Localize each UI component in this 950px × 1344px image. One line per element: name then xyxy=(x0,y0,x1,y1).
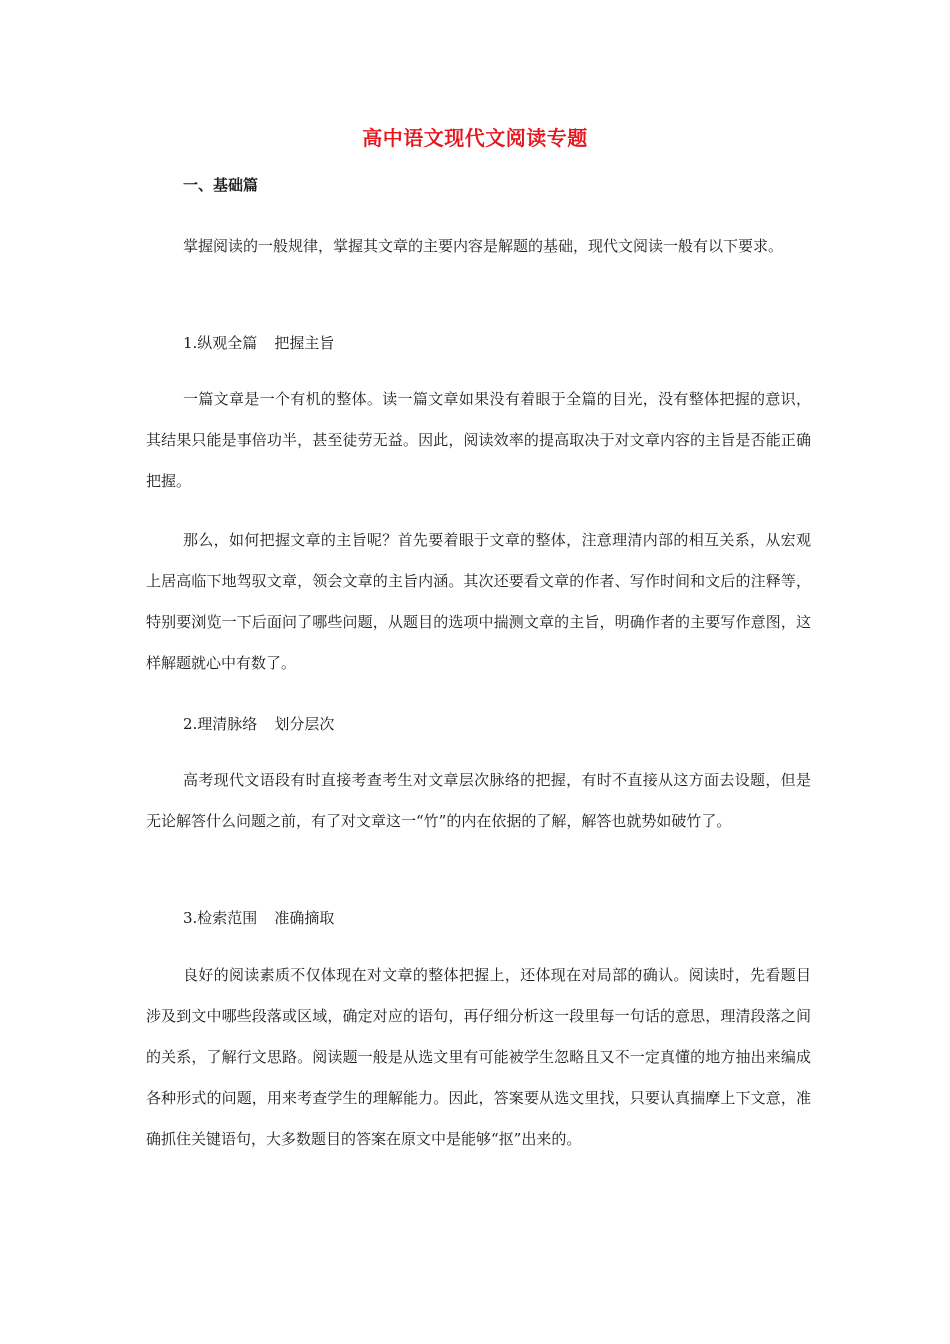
item-2-heading-part-b: 划分层次 xyxy=(274,715,335,733)
section-title: 一、基础篇 xyxy=(183,176,259,194)
item-1-heading-part-a: 1.纵观全篇 xyxy=(183,334,258,352)
item-1-paragraph-1: 一篇文章是一个有机的整体。读一篇文章如果没有着眼于全篇的目光，没有整体把握的意识，其结果只能是事倍功半，甚至徒劳无益。因此，阅读效率的提高取决于对文章内容的主旨是否能正确把握。 xyxy=(146,390,811,490)
item-2-heading-part-a: 2.理清脉络 xyxy=(183,715,258,733)
item-3-heading-part-b: 准确摘取 xyxy=(274,909,335,927)
intro-paragraph: 掌握阅读的一般规律，掌握其文章的主要内容是解题的基础，现代文阅读一般有以下要求。 xyxy=(183,237,784,255)
item-3-paragraph-1: 良好的阅读素质不仅体现在对文章的整体把握上，还体现在对局部的确认。阅读时，先看题目涉及到文中哪些段落或区域，确定对应的语句，再仔细分析这一段里每一句话的意思，理清段落之间的关系，了解行文思路。阅读题一般是从选文里有可能被学生忽略且又不一定真懂的地方抽出来编成各种形式的问题，用来考查学生的理解能力。因此，答案要从选文里找，只要认真揣摩上下文意，准确抓住关键语句，大多数题目的答案在原文中是能够“抠”出来的。 xyxy=(146,966,811,1148)
document-title: 高中语文现代文阅读专题 xyxy=(362,126,588,150)
item-2-heading xyxy=(183,713,334,734)
item-1-heading xyxy=(183,332,334,353)
item-1-paragraph-2: 那么，如何把握文章的主旨呢？首先要着眼于文章的整体，注意理清内部的相互关系，从宏观上居高临下地驾驭文章，领会文章的主旨内涵。其次还要看文章的作者、写作时间和文后的注释等，特别要浏览一下后面问了哪些问题，从题目的选项中揣测文章的主旨，明确作者的主要写作意图，这样解题就心中有数了。 xyxy=(146,531,811,672)
item-3-heading-part-a: 3.检索范围 xyxy=(183,909,258,927)
item-1-heading-part-b: 把握主旨 xyxy=(274,334,335,352)
item-3-heading xyxy=(183,907,334,928)
item-2-paragraph-1: 高考现代文语段有时直接考查考生对文章层次脉络的把握，有时不直接从这方面去设题，但是无论解答什么问题之前，有了对文章这一“竹”的内在依据的了解，解答也就势如破竹了。 xyxy=(146,771,811,830)
